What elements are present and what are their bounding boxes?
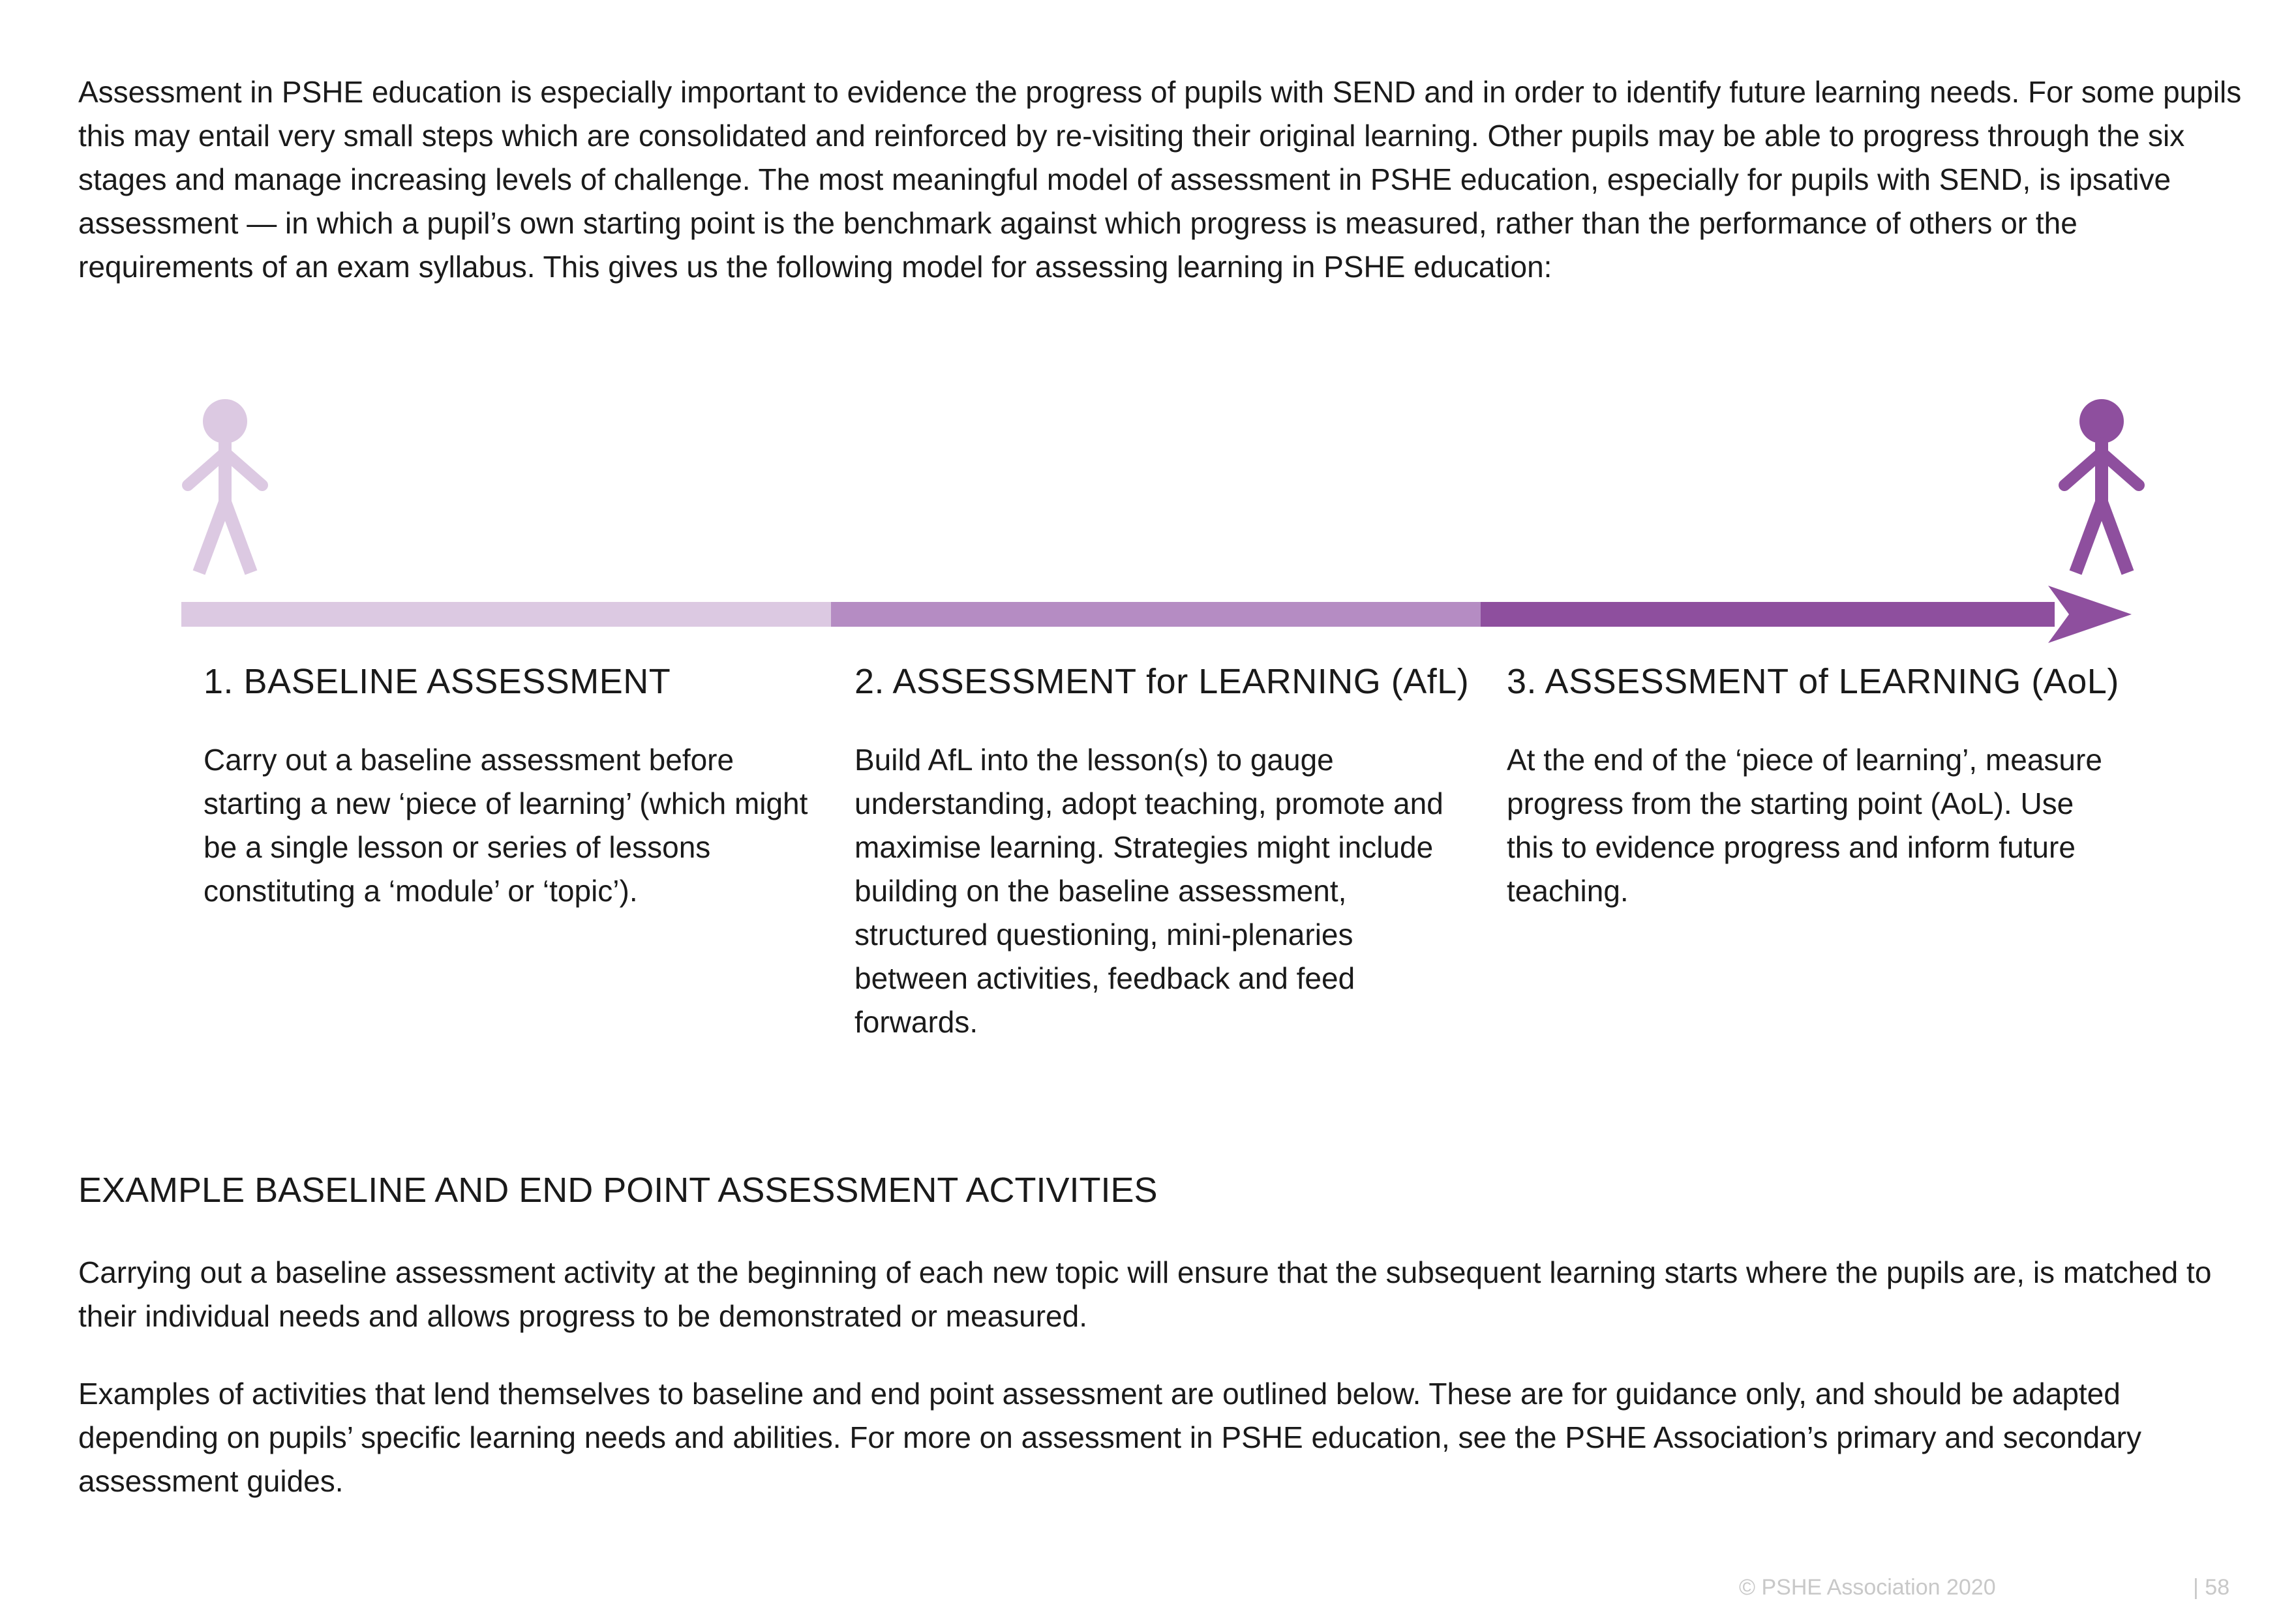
start-person-icon bbox=[188, 399, 262, 573]
stage-heading: 2. ASSESSMENT for LEARNING (AfL) bbox=[854, 662, 1470, 701]
stage-heading: 1. BASELINE ASSESSMENT bbox=[204, 662, 671, 701]
stage-description: Build AfL into the lesson(s) to gauge understanding, adopt teaching, promote and maximise learning. Strategies might include building on the baseline assessment, structured questioning, mini-plenaries between activities, feedback and feed forwards. bbox=[854, 743, 1443, 1039]
assessment-progress-diagram bbox=[0, 385, 2296, 659]
stage-description: At the end of the ‘piece of learning’, measure progress from the starting point (AoL). Use this to evidence progress and inform future teaching. bbox=[1507, 743, 2102, 908]
stage-assessment-of-learning bbox=[1507, 659, 2119, 913]
arrow-segment-aol bbox=[1481, 602, 2055, 627]
arrow-segment-afl bbox=[831, 602, 1481, 627]
examples-paragraph-2: Examples of activities that lend themselves to baseline and end point assessment are outlined below. These are for guidance only, and should be adapted depending on pupils’ specific learning needs and abilities. For more on assessment in PSHE education, see the PSHE Association’s primary and secondary assessment guides. bbox=[78, 1377, 2141, 1498]
end-person-icon bbox=[2064, 399, 2139, 573]
arrow-segment-baseline bbox=[181, 602, 831, 627]
stage-baseline-assessment bbox=[204, 659, 810, 913]
stage-assessment-for-learning bbox=[854, 659, 1470, 1044]
examples-paragraph-1: Carrying out a baseline assessment activity at the beginning of each new topic will ensure that the subsequent learning starts where the pupils are, is matched to their individual needs and allows progress to be demonstrated or measured. bbox=[78, 1255, 2212, 1333]
intro-paragraph: Assessment in PSHE education is especially important to evidence the progress of pupils with SEND and in order to identify future learning needs. For some pupils this may entail very small steps which are consolidated and reinforced by re-visiting their original learning. Other pupils may be able to progress through the six stages and manage increasing levels of challenge. The most meaningful model of assessment in PSHE education, especially for pupils with SEND, is ipsative assessment — in which a pupil’s own starting point is the benchmark against which progress is measured, rather than the performance of others or the requirements of an exam syllabus. This gives us the following model for assessing learning in PSHE education: bbox=[78, 75, 2242, 284]
footer-page-number: | 58 bbox=[2193, 1575, 2230, 1600]
arrow-head-icon bbox=[2048, 586, 2132, 643]
footer-copyright: © PSHE Association 2020 bbox=[1739, 1575, 1996, 1600]
stage-heading: 3. ASSESSMENT of LEARNING (AoL) bbox=[1507, 662, 2119, 701]
stage-description: Carry out a baseline assessment before starting a new ‘piece of learning’ (which might be a single lesson or series of lessons constituting a ‘module’ or ‘topic’). bbox=[204, 743, 808, 908]
examples-section-heading: EXAMPLE BASELINE AND END POINT ASSESSMENT ACTIVITIES bbox=[78, 1171, 1158, 1210]
